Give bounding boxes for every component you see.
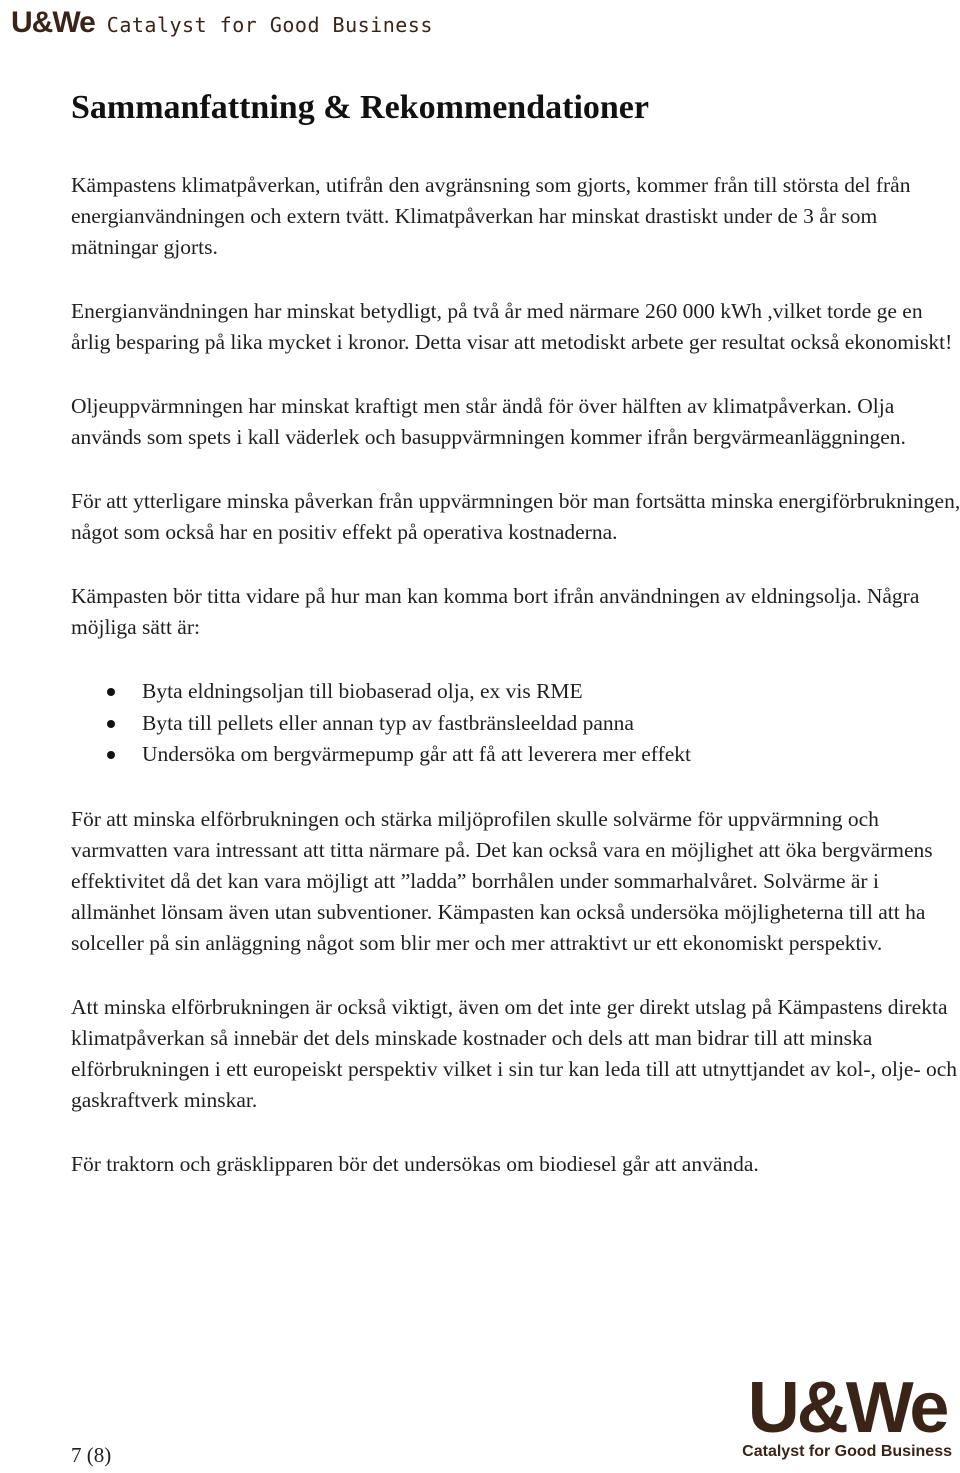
list-item [71,676,960,708]
paragraph-4: För att ytterligare minska påverkan från uppvärmningen bör man fortsätta minska energiförbrukningen, något som också har en positiv effekt på operativa kostnaderna. [71,489,960,544]
footer-logo-tagline: Catalyst for Good Business [742,1443,952,1460]
bullet-icon [107,720,115,728]
options-list [71,676,960,771]
paragraph-5: Kämpasten bör titta vidare på hur man kan komma bort ifrån användningen av eldningsolja. Några möjliga sätt är: [71,584,920,639]
page-header [11,8,433,38]
paragraph-6: För att minska elförbrukningen och stärka miljöprofilen skulle solvärme för uppvärmning och varmvatten vara intressant att titta närmare på. Det kan också vara en möjlighet att öka bergvärmens effektivitet då det kan vara möjligt att ”ladda” borrhålen under sommarhalvåret. Solvärme är i allmänhet lönsam även utan subventioner. Kämpasten kan också undersöka möjligheterna till att ha solceller på sin anläggning något som blir mer och mer attraktivt ur ett ekonomiskt perspektiv. [71,806,933,955]
list-item-text: Undersöka om bergvärmepump går att få att leverera mer effekt [142,742,692,766]
paragraph-7: Att minska elförbrukningen är också viktigt, även om det inte ger direkt utslag på Kämpastens direkta klimatpåverkan så innebär det dels minskade kostnader och dels att man bidrar till att minska elförbrukningen i ett europeiskt perspektiv vilket i sin tur kan leda till att utnyttjandet av kol-, olje- och gaskraftverk minskar. [71,994,958,1112]
footer-logo [742,1368,952,1462]
list-item [71,708,960,740]
header-logo: U&We [11,6,95,39]
page-title: Sammanfattning & Rekommendationer [71,89,649,126]
footer-logo-mark: U&We [747,1368,947,1448]
paragraph-1: Kämpastens klimatpåverkan, utifrån den avgränsning som gjorts, kommer från till största del från energianvändningen och extern tvätt. Klimatpåverkan har minskat drastiskt under de 3 år som mätningar gjorts. [71,173,911,259]
header-tagline: Catalyst for Good Business [106,13,433,37]
paragraph-2: Energianvändningen har minskat betydligt, på två år med närmare 260 000 kWh ,vilket torde ge en årlig besparing på lika mycket i kronor. Detta visar att metodiskt arbete ger resultat också ekonomiskt! [71,299,953,354]
list-item-text: Byta eldningsoljan till biobaserad olja, ex vis RME [142,679,583,703]
bullet-icon [107,751,115,759]
list-item [71,739,960,771]
document-body [71,86,960,1213]
bullet-icon [107,688,115,696]
list-item-text: Byta till pellets eller annan typ av fastbränsleeldad panna [142,710,634,735]
paragraph-8: För traktorn och gräsklipparen bör det undersökas om biodiesel går att använda. [71,1151,759,1176]
page-number: 7 (8) [71,1443,112,1467]
paragraph-3: Oljeuppvärmningen har minskat kraftigt men står ändå för över hälften av klimatpåverkan. Olja används som spets i kall väderlek och basuppvärmningen kommer ifrån bergvärmeanläggningen. [71,394,906,449]
